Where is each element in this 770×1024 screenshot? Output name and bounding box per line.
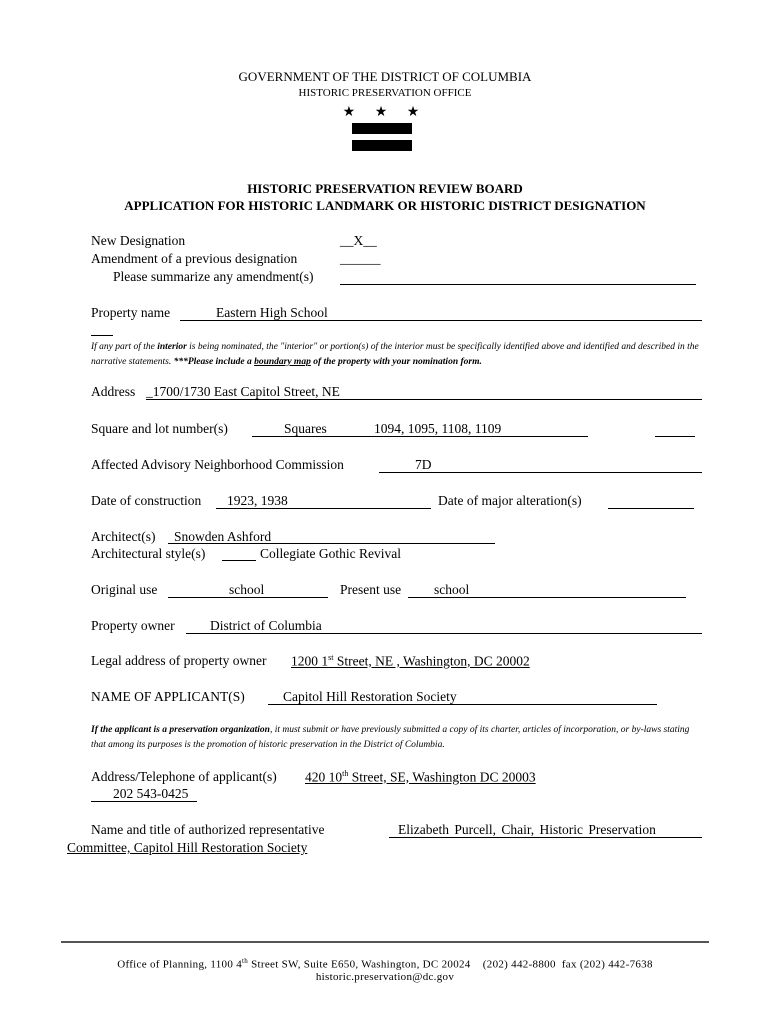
square-lot-label: Square and lot number(s): [91, 421, 228, 436]
square-value: Squares: [284, 421, 327, 436]
property-name-value: Eastern High School: [216, 305, 328, 320]
address-value: _1700/1730 East Capitol Street, NE: [146, 384, 340, 399]
original-use-value: school: [229, 582, 265, 597]
architectural-style-label: Architectural style(s): [91, 546, 206, 561]
property-name-continuation: [91, 335, 113, 336]
architectural-style-value: Collegiate Gothic Revival: [260, 546, 401, 561]
board-title: HISTORIC PRESERVATION REVIEW BOARD: [247, 181, 523, 196]
organization-note: If the applicant is a preservation organization, it must submit or have previously submitted a copy of its charter, articles of incorporation, or by-laws stating that among its purposes is the promotion of historic preservation in the District of Columbia.: [91, 725, 690, 750]
footer-address: Office of Planning, 1100 4th Street SW, Suite E650, Washington, DC 20024 (202) 442-8800 fax (202) 442-7638: [117, 957, 653, 971]
representative-value: Elizabeth Purcell, Chair, Historic Preservation: [398, 822, 656, 837]
original-use-label: Original use: [91, 582, 158, 597]
applicant-phone-value: 202 543-0425: [113, 786, 189, 801]
property-owner-label: Property owner: [91, 618, 175, 633]
property-name-label: Property name: [91, 305, 171, 320]
footer-divider: [61, 941, 709, 943]
new-designation-label: New Designation: [91, 233, 186, 248]
architectural-style-field[interactable]: [222, 560, 256, 561]
address-label: Address: [91, 384, 136, 399]
government-heading: GOVERNMENT OF THE DISTRICT OF COLUMBIA: [238, 69, 532, 84]
square-lot-field-extra[interactable]: [655, 436, 695, 437]
present-use-value: school: [434, 582, 470, 597]
representative-value-continued: Committee, Capitol Hill Restoration Society: [67, 840, 308, 855]
anc-label: Affected Advisory Neighborhood Commission: [91, 457, 344, 472]
dc-flag-bar-icon: [352, 123, 412, 134]
anc-value: 7D: [415, 457, 432, 472]
dc-flag-stars-icon: ★ ★ ★: [342, 105, 428, 120]
applicant-name-label: NAME OF APPLICANT(S): [91, 689, 245, 704]
lot-numbers-value: 1094, 1095, 1108, 1109: [374, 421, 502, 436]
dc-flag-bar-icon: [352, 140, 412, 151]
applicant-address-value[interactable]: 420 10th Street, SE, Washington DC 20003: [305, 769, 536, 785]
office-heading: HISTORIC PRESERVATION OFFICE: [298, 87, 472, 99]
alteration-date-label: Date of major alteration(s): [438, 493, 582, 508]
legal-address-value[interactable]: 1200 1st Street, NE , Washington, DC 20002: [291, 653, 530, 669]
legal-address-label: Legal address of property owner: [91, 653, 267, 668]
construction-date-value: 1923, 1938: [227, 493, 288, 508]
representative-label: Name and title of authorized representative: [91, 822, 325, 837]
summarize-amendment-field[interactable]: [340, 284, 696, 285]
applicant-address-label: Address/Telephone of applicant(s): [91, 769, 277, 784]
application-title: APPLICATION FOR HISTORIC LANDMARK OR HISTORIC DISTRICT DESIGNATION: [124, 198, 646, 213]
applicant-name-value: Capitol Hill Restoration Society: [283, 689, 457, 704]
architect-label: Architect(s): [91, 529, 156, 544]
interior-note: If any part of the interior is being nominated, the "interior" or portion(s) of the interior must be specifically identified above and identified and described in the narrative statements. ***Please include a boundary map of the property with your nomination form.: [91, 342, 699, 367]
summarize-amendment-label: Please summarize any amendment(s): [113, 269, 314, 284]
present-use-label: Present use: [340, 582, 402, 597]
new-designation-value[interactable]: __X__: [340, 233, 377, 248]
amendment-label: Amendment of a previous designation: [91, 251, 298, 266]
footer-email[interactable]: historic.preservation@dc.gov: [315, 971, 455, 983]
amendment-value[interactable]: ______: [340, 251, 381, 266]
construction-date-label: Date of construction: [91, 493, 202, 508]
alteration-date-field[interactable]: [608, 508, 694, 509]
property-owner-value: District of Columbia: [210, 618, 322, 633]
architect-value: Snowden Ashford: [174, 529, 272, 544]
